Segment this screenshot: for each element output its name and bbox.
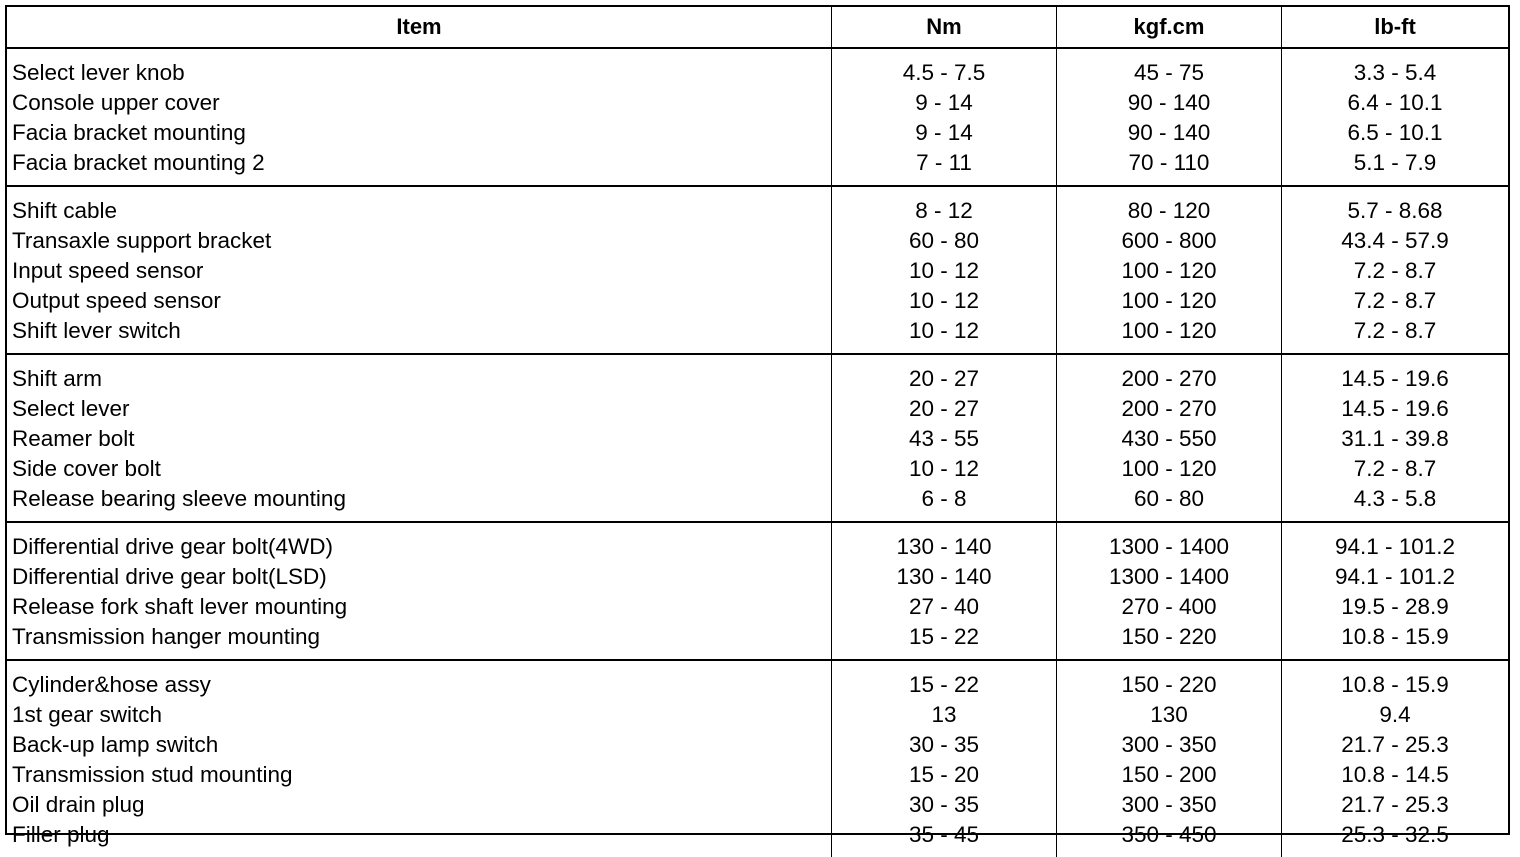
nm-column	[832, 661, 1057, 857]
table-cell-item: Release fork shaft lever mounting	[12, 594, 348, 619]
table-cell-nm: 8 - 12	[915, 198, 973, 223]
nm-column	[832, 49, 1057, 185]
table-cell-kgf: 100 - 120	[1121, 456, 1217, 481]
table-cell-nm: 43 - 55	[908, 426, 980, 451]
table-cell-lb: 10.8 - 15.9	[1341, 624, 1449, 649]
table-cell-kgf: 1300 - 1400	[1108, 564, 1230, 589]
table-cell-item: Differential drive gear bolt(4WD)	[12, 534, 333, 559]
table-cell-kgf: 130	[1150, 702, 1188, 727]
item-column	[7, 523, 832, 659]
table-cell-item: Side cover bolt	[12, 456, 161, 481]
table-cell-nm: 9 - 14	[915, 90, 973, 115]
table-cell-lb: 7.2 - 8.7	[1353, 258, 1437, 283]
table-cell-kgf: 1300 - 1400	[1108, 534, 1230, 559]
nm-column	[832, 187, 1057, 353]
table-cell-nm: 15 - 20	[908, 762, 980, 787]
column-header-lb-ft: lb-ft	[1374, 14, 1416, 39]
table-cell-kgf: 150 - 220	[1121, 624, 1217, 649]
table-cell-lb: 6.5 - 10.1	[1347, 120, 1443, 145]
table-cell-kgf: 60 - 80	[1133, 486, 1205, 511]
table-cell-kgf: 45 - 75	[1133, 60, 1205, 85]
table-row-group	[7, 523, 1508, 661]
table-cell-item: Shift lever switch	[12, 318, 181, 343]
table-cell-item: Differential drive gear bolt(LSD)	[12, 564, 327, 589]
table-cell-kgf: 90 - 140	[1127, 120, 1211, 145]
table-cell-nm: 20 - 27	[908, 366, 980, 391]
table-cell-item: Filler plug	[12, 822, 110, 847]
table-cell-item: Output speed sensor	[12, 288, 221, 313]
table-cell-item: Facia bracket mounting 2	[12, 150, 265, 175]
table-row-group	[7, 49, 1508, 187]
table-cell-item: Back-up lamp switch	[12, 732, 219, 757]
table-cell-kgf: 100 - 120	[1121, 258, 1217, 283]
table-cell-item: Oil drain plug	[12, 792, 145, 817]
table-row-group	[7, 355, 1508, 523]
table-cell-nm: 10 - 12	[908, 456, 980, 481]
table-cell-kgf: 600 - 800	[1121, 228, 1217, 253]
torque-spec-table	[5, 5, 1510, 847]
item-column	[7, 661, 832, 857]
table-cell-kgf: 350 - 450	[1121, 822, 1217, 847]
table-cell-kgf: 70 - 110	[1128, 150, 1210, 175]
table-cell-lb: 9.4	[1379, 702, 1411, 727]
table-cell-kgf: 80 - 120	[1127, 198, 1211, 223]
kgf-cm-column	[1057, 355, 1282, 521]
item-column	[7, 49, 832, 185]
table-cell-kgf: 100 - 120	[1121, 288, 1217, 313]
table-cell-item: Input speed sensor	[12, 258, 204, 283]
table-cell-kgf: 200 - 270	[1121, 366, 1217, 391]
table-cell-nm: 15 - 22	[908, 672, 980, 697]
table-cell-lb: 7.2 - 8.7	[1353, 288, 1437, 313]
lb-ft-column	[1282, 355, 1508, 521]
item-column	[7, 187, 832, 353]
table-cell-item: Transmission hanger mounting	[12, 624, 321, 649]
table-cell-lb: 10.8 - 14.5	[1341, 762, 1449, 787]
table-cell-nm: 30 - 35	[908, 732, 980, 757]
table-cell-item: Transmission stud mounting	[12, 762, 293, 787]
kgf-cm-column	[1057, 187, 1282, 353]
table-cell-lb: 14.5 - 19.6	[1341, 396, 1449, 421]
table-cell-item: 1st gear switch	[12, 702, 163, 727]
table-cell-kgf: 300 - 350	[1121, 732, 1217, 757]
table-cell-nm: 7 - 11	[916, 150, 972, 175]
table-header	[7, 7, 1508, 49]
table-cell-lb: 31.1 - 39.8	[1341, 426, 1449, 451]
table-cell-lb: 21.7 - 25.3	[1341, 732, 1449, 757]
column-header-kgf-cm: kgf.cm	[1057, 7, 1282, 47]
table-cell-kgf: 270 - 400	[1121, 594, 1217, 619]
lb-ft-column	[1282, 661, 1508, 857]
table-cell-lb: 6.4 - 10.1	[1347, 90, 1443, 115]
table-cell-kgf: 300 - 350	[1121, 792, 1217, 817]
column-header-item: Item	[7, 7, 832, 47]
table-cell-nm: 13	[931, 702, 957, 727]
table-cell-lb: 7.2 - 8.7	[1353, 318, 1437, 343]
table-cell-lb: 7.2 - 8.7	[1353, 456, 1437, 481]
nm-column	[832, 523, 1057, 659]
table-cell-nm: 4.5 - 7.5	[902, 60, 986, 85]
table-cell-kgf: 100 - 120	[1121, 318, 1217, 343]
table-cell-kgf: 430 - 550	[1121, 426, 1217, 451]
table-cell-nm: 35 - 45	[908, 822, 980, 847]
table-cell-item: Shift cable	[12, 198, 118, 223]
table-cell-kgf: 150 - 220	[1121, 672, 1217, 697]
table-row-group	[7, 187, 1508, 355]
table-cell-lb: 5.1 - 7.9	[1353, 150, 1437, 175]
table-cell-item: Facia bracket mounting	[12, 120, 246, 145]
kgf-cm-column	[1057, 49, 1282, 185]
table-cell-lb: 3.3 - 5.4	[1353, 60, 1437, 85]
table-cell-item: Console upper cover	[12, 90, 220, 115]
nm-column	[832, 355, 1057, 521]
table-cell-nm: 15 - 22	[908, 624, 980, 649]
table-cell-lb: 94.1 - 101.2	[1334, 534, 1456, 559]
table-cell-lb: 10.8 - 15.9	[1341, 672, 1449, 697]
lb-ft-column	[1282, 187, 1508, 353]
lb-ft-column	[1282, 49, 1508, 185]
table-cell-nm: 6 - 8	[921, 486, 967, 511]
lb-ft-column	[1282, 523, 1508, 659]
table-cell-lb: 43.4 - 57.9	[1341, 228, 1449, 253]
table-cell-nm: 60 - 80	[908, 228, 980, 253]
table-cell-item: Transaxle support bracket	[12, 228, 272, 253]
table-cell-lb: 25.3 - 32.5	[1341, 822, 1449, 847]
table-body	[7, 49, 1508, 857]
table-cell-kgf: 150 - 200	[1121, 762, 1217, 787]
table-row-group	[7, 661, 1508, 857]
table-cell-kgf: 90 - 140	[1127, 90, 1211, 115]
table-cell-nm: 10 - 12	[908, 258, 980, 283]
table-cell-lb: 94.1 - 101.2	[1334, 564, 1456, 589]
table-cell-item: Reamer bolt	[12, 426, 135, 451]
table-cell-nm: 9 - 14	[915, 120, 973, 145]
table-cell-item: Cylinder&hose assy	[12, 672, 211, 697]
table-cell-lb: 19.5 - 28.9	[1341, 594, 1449, 619]
table-cell-lb: 14.5 - 19.6	[1341, 366, 1449, 391]
table-cell-nm: 10 - 12	[908, 288, 980, 313]
table-cell-nm: 20 - 27	[908, 396, 980, 421]
table-cell-nm: 30 - 35	[908, 792, 980, 817]
table-cell-item: Select lever	[12, 396, 130, 421]
table-cell-nm: 130 - 140	[896, 564, 992, 589]
table-cell-nm: 27 - 40	[908, 594, 980, 619]
kgf-cm-column	[1057, 523, 1282, 659]
table-cell-lb: 5.7 - 8.68	[1347, 198, 1443, 223]
table-cell-item: Select lever knob	[12, 60, 185, 85]
item-column	[7, 355, 832, 521]
table-cell-item: Shift arm	[12, 366, 103, 391]
table-cell-nm: 130 - 140	[896, 534, 992, 559]
table-cell-item: Release bearing sleeve mounting	[12, 486, 346, 511]
kgf-cm-column	[1057, 661, 1282, 857]
table-cell-lb: 21.7 - 25.3	[1341, 792, 1449, 817]
table-cell-kgf: 200 - 270	[1121, 396, 1217, 421]
table-cell-nm: 10 - 12	[908, 318, 980, 343]
table-cell-lb: 4.3 - 5.8	[1353, 486, 1437, 511]
column-header-nm: Nm	[832, 7, 1057, 47]
